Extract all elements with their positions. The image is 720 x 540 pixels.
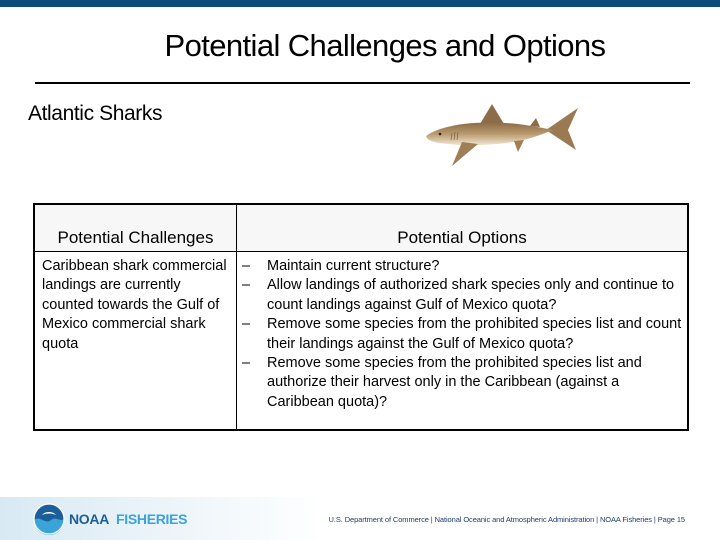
noaa-logo-icon xyxy=(33,503,65,535)
option-item xyxy=(242,315,682,354)
header-potential-options: Potential Options xyxy=(397,228,527,247)
option-text: Maintain current structure? xyxy=(267,258,440,274)
option-text: Allow landings of authorized shark species only and continue to count landings against Gulf of Mexico quota? xyxy=(267,277,675,313)
option-text: Remove some species from the prohibited species list and count their landings against the Gulf of Mexico quota? xyxy=(267,316,682,352)
options-list xyxy=(242,257,682,412)
bullet-dash: – xyxy=(242,316,251,333)
shark-illustration xyxy=(418,100,583,172)
brand-fisheries: FISHERIES xyxy=(116,511,188,527)
option-text: Remove some species from the prohibited species list and authorize their harvest only in the Caribbean (against a Caribbean quota)? xyxy=(267,355,642,410)
bullet-dash: – xyxy=(242,277,251,294)
challenge-description: Caribbean shark commercial landings are currently counted towards the Gulf of Mexico commercial shark quota xyxy=(42,258,227,352)
bullet-dash: – xyxy=(242,258,251,274)
table-header-row xyxy=(35,205,687,252)
slide-title: Potential Challenges and Options xyxy=(164,28,606,63)
slide-subtitle: Atlantic Sharks xyxy=(28,102,163,125)
top-accent-bar xyxy=(0,0,720,7)
footer-credit: U.S. Department of Commerce | National Oceanic and Atmospheric Administration | NOAA Fisheries | Page 15 xyxy=(328,515,685,524)
column-divider xyxy=(236,205,237,429)
challenges-options-table xyxy=(33,203,689,431)
header-potential-challenges: Potential Challenges xyxy=(57,228,214,247)
option-item xyxy=(242,354,682,412)
option-item xyxy=(242,276,682,315)
option-item xyxy=(242,257,682,276)
title-divider xyxy=(35,82,690,84)
brand-noaa: NOAA xyxy=(69,511,110,527)
bullet-dash: – xyxy=(242,355,251,372)
